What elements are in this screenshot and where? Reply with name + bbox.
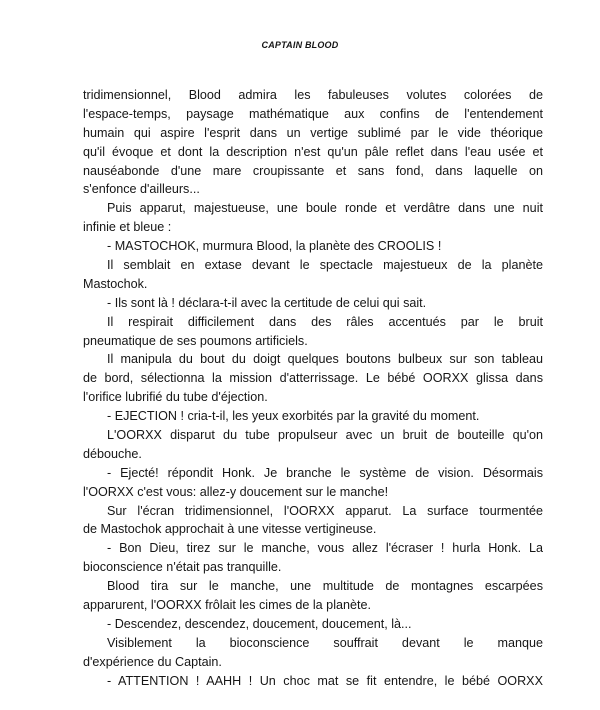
text-line: infinie et bleue : [83, 220, 172, 235]
text-line: pneumatique de ses poumons artificiels. [83, 333, 308, 348]
text-line: - Ils sont là ! déclara-t-il avec la certitude de celui qui sait. [107, 295, 427, 310]
text-line: Puis apparut, majestueuse, une boule ronde et verdâtre dans une nuit [107, 201, 543, 216]
text-line: - Descendez, descendez, doucement, doucement, là... [107, 616, 412, 631]
text-line: l'OORXX c'est vous: allez-y doucement sur le manche! [83, 484, 389, 499]
text-line: nauséabonde d'une mare croupissante et sans fond, dans laquelle on [83, 163, 543, 178]
text-line: - Bon Dieu, tirez sur le manche, vous allez l'écraser ! hurla Honk. La [107, 541, 543, 556]
text-line: débouche. [83, 446, 142, 461]
text-line: - EJECTION ! cria-t-il, les yeux exorbités par la gravité du moment. [107, 409, 480, 424]
body-text [83, 86, 543, 691]
text-line: l'espace-temps, paysage mathématique aux confins de l'entendement [83, 106, 543, 121]
text-line: de Mastochok approchait à une vitesse vertigineuse. [83, 522, 377, 537]
text-line: humain qui aspire l'esprit dans un vertige sublimé par le vide théorique [83, 125, 543, 140]
text-line: Blood tira sur le manche, une multitude de montagnes escarpées [107, 579, 543, 594]
text-line: l'orifice lubrifié du tube d'éjection. [83, 390, 268, 405]
text-line: Il manipula du bout du doigt quelques boutons bulbeux sur son tableau [107, 352, 543, 367]
text-line: apparurent, l'OORXX frôlait les cimes de la planète. [83, 598, 372, 613]
text-line: - Ejecté! répondit Honk. Je branche le système de vision. Désormais [107, 465, 543, 480]
text-line: d'expérience du Captain. [83, 654, 222, 669]
text-line: de bord, sélectionna la mission d'atterrissage. Le bébé OORXX glissa dans [83, 371, 543, 386]
text-line: s'enfonce d'ailleurs... [83, 182, 200, 197]
running-header: CAPTAIN BLOOD [261, 40, 339, 50]
text-line: Mastochok. [83, 276, 148, 291]
text-line: - MASTOCHOK, murmura Blood, la planète des CROOLIS ! [107, 239, 442, 254]
text-line: Visiblement la bioconscience souffrait devant le manque [107, 635, 543, 650]
text-line: Il respirait difficilement dans des râles accentués par le bruit [107, 314, 543, 329]
text-line: Sur l'écran tridimensionnel, l'OORXX apparut. La surface tourmentée [107, 503, 543, 518]
text-line: qu'il évoque et dont la description n'est qu'un pâle reflet dans l'eau usée et [83, 144, 543, 159]
text-line: - ATTENTION ! AAHH ! Un choc mat se fit entendre, le bébé OORXX [107, 673, 543, 688]
text-line: L'OORXX disparut du tube propulseur avec un bruit de bouteille qu'on [107, 428, 543, 443]
text-line: bioconscience n'était pas tranquille. [83, 560, 282, 575]
text-line: Il semblait en extase devant le spectacle majestueux de la planète [107, 258, 543, 273]
text-line: tridimensionnel, Blood admira les fabuleuses volutes colorées de [83, 88, 543, 102]
